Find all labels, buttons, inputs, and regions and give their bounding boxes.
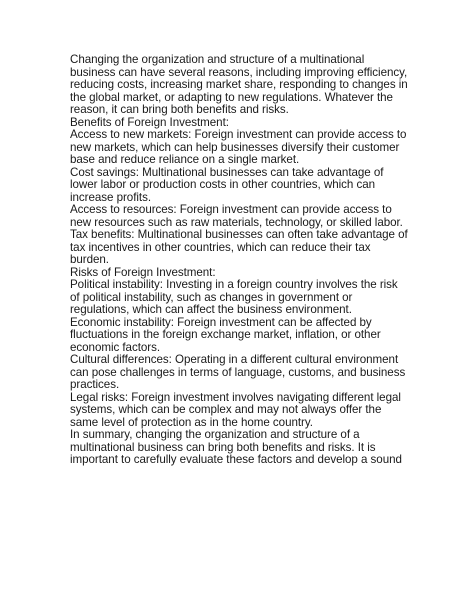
summary-paragraph: In summary, changing the organization and structure of a multinational business can bring both benefits and risks. It is important to carefully evaluate these factors and develop a sound — [70, 428, 402, 466]
benefit-access-resources: Access to resources: Foreign investment can provide access to new resources such as raw materials, technology, or skilled labor. — [70, 203, 403, 229]
benefits-heading: Benefits of Foreign Investment: — [70, 115, 229, 129]
risk-political: Political instability: Investing in a foreign country involves the risk of political instability, such as changes in government or regulations, which can affect the business environment. — [70, 278, 398, 316]
benefit-cost-savings: Cost savings: Multinational businesses can take advantage of lower labor or production costs in other countries, which can increase profits. — [70, 165, 384, 204]
risk-cultural: Cultural differences: Operating in a different cultural environment can pose challenges in terms of language, customs, and business practices. — [70, 353, 406, 391]
benefit-access-markets: Access to new markets: Foreign investment can provide access to new markets, which can help businesses diversify their customer base and reduce reliance on a single market. — [70, 128, 407, 166]
intro-paragraph: Changing the organization and structure of a multinational business can have several reasons, including improving efficiency, reducing costs, increasing market share, responding to changes in the global market, or adapting to new regulations. Whatever the reason, it can bring both benefits and risks. — [70, 53, 408, 116]
risk-legal: Legal risks: Foreign investment involves navigating different legal systems, which can be complex and may not always offer the same level of protection as in the home country. — [70, 390, 401, 429]
document-body — [70, 54, 410, 467]
risks-heading: Risks of Foreign Investment: — [70, 265, 216, 279]
risk-economic: Economic instability: Foreign investment can be affected by fluctuations in the foreign exchange market, inflation, or other economic factors. — [70, 315, 381, 354]
benefit-tax: Tax benefits: Multinational businesses can often take advantage of tax incentives in other countries, which can reduce their tax burden. — [70, 228, 408, 266]
